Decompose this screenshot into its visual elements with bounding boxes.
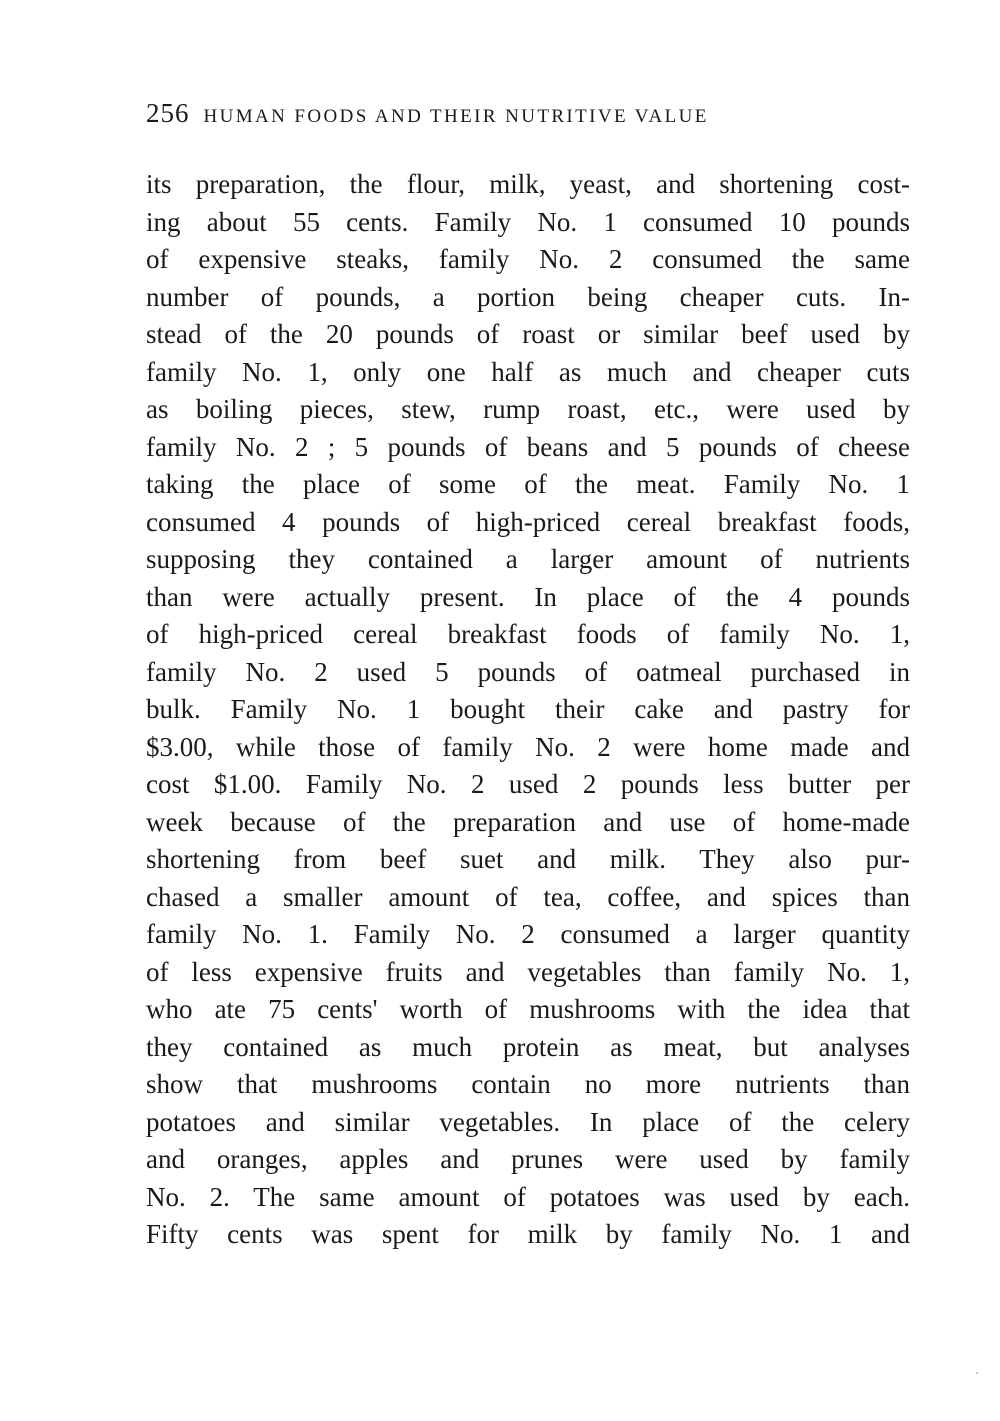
text-line: than were actually present. In place of the 4 pounds	[146, 581, 910, 612]
text-line: and oranges, apples and prunes were used by family	[146, 1144, 910, 1174]
text-line: bulk. Family No. 1 bought their cake and pastry for	[146, 694, 910, 724]
text-line: its preparation, the flour, milk, yeast, and shortening cost-	[146, 169, 910, 199]
text-line: chased a smaller amount of tea, coffee, and spices than	[146, 881, 910, 912]
text-line: stead of the 20 pounds of roast or similar beef used by	[146, 319, 910, 349]
text-line: No. 2. The same amount of potatoes was used by each.	[146, 1181, 910, 1212]
text-line: family No. 2 used 5 pounds of oatmeal purchased in	[146, 656, 910, 687]
running-title: HUMAN FOODS AND THEIR NUTRITIVE VALUE	[203, 106, 709, 127]
text-line: they contained as much protein as meat, but analyses	[146, 1031, 910, 1062]
text-line: $3.00, while those of family No. 2 were home made and	[146, 731, 910, 762]
text-line: family No. 1, only one half as much and cheaper cuts	[146, 356, 910, 387]
text-line: potatoes and similar vegetables. In place of the celery	[146, 1106, 910, 1137]
page-number: 256	[146, 98, 190, 128]
text-line: week because of the preparation and use of home-made	[146, 806, 910, 837]
text-line: Fifty cents was spent for milk by family No. 1 and	[146, 1219, 910, 1249]
text-line: taking the place of some of the meat. Family No. 1	[146, 469, 910, 499]
text-line: family No. 1. Family No. 2 consumed a larger quantity	[146, 919, 910, 949]
text-line: of high-priced cereal breakfast foods of family No. 1,	[146, 619, 910, 649]
scan-speck	[976, 1372, 978, 1374]
text-line: number of pounds, a portion being cheaper cuts. In-	[146, 281, 910, 312]
text-line: consumed 4 pounds of high-priced cereal breakfast foods,	[146, 506, 910, 537]
text-line: ing about 55 cents. Family No. 1 consumed 10 pounds	[146, 206, 910, 237]
text-line: of less expensive fruits and vegetables than family No. 1,	[146, 956, 910, 987]
body-paragraph	[146, 166, 910, 1254]
text-line: of expensive steaks, family No. 2 consumed the same	[146, 244, 910, 274]
text-line: family No. 2 ; 5 pounds of beans and 5 pounds of cheese	[146, 431, 910, 462]
text-line: shortening from beef suet and milk. They also pur-	[146, 844, 910, 874]
text-line: cost $1.00. Family No. 2 used 2 pounds less butter per	[146, 769, 910, 799]
running-head	[146, 98, 906, 138]
text-line: supposing they contained a larger amount of nutrients	[146, 544, 910, 574]
text-line: as boiling pieces, stew, rump roast, etc., were used by	[146, 394, 910, 424]
text-line: show that mushrooms contain no more nutrients than	[146, 1069, 910, 1099]
text-line: who ate 75 cents' worth of mushrooms with the idea that	[146, 994, 910, 1024]
